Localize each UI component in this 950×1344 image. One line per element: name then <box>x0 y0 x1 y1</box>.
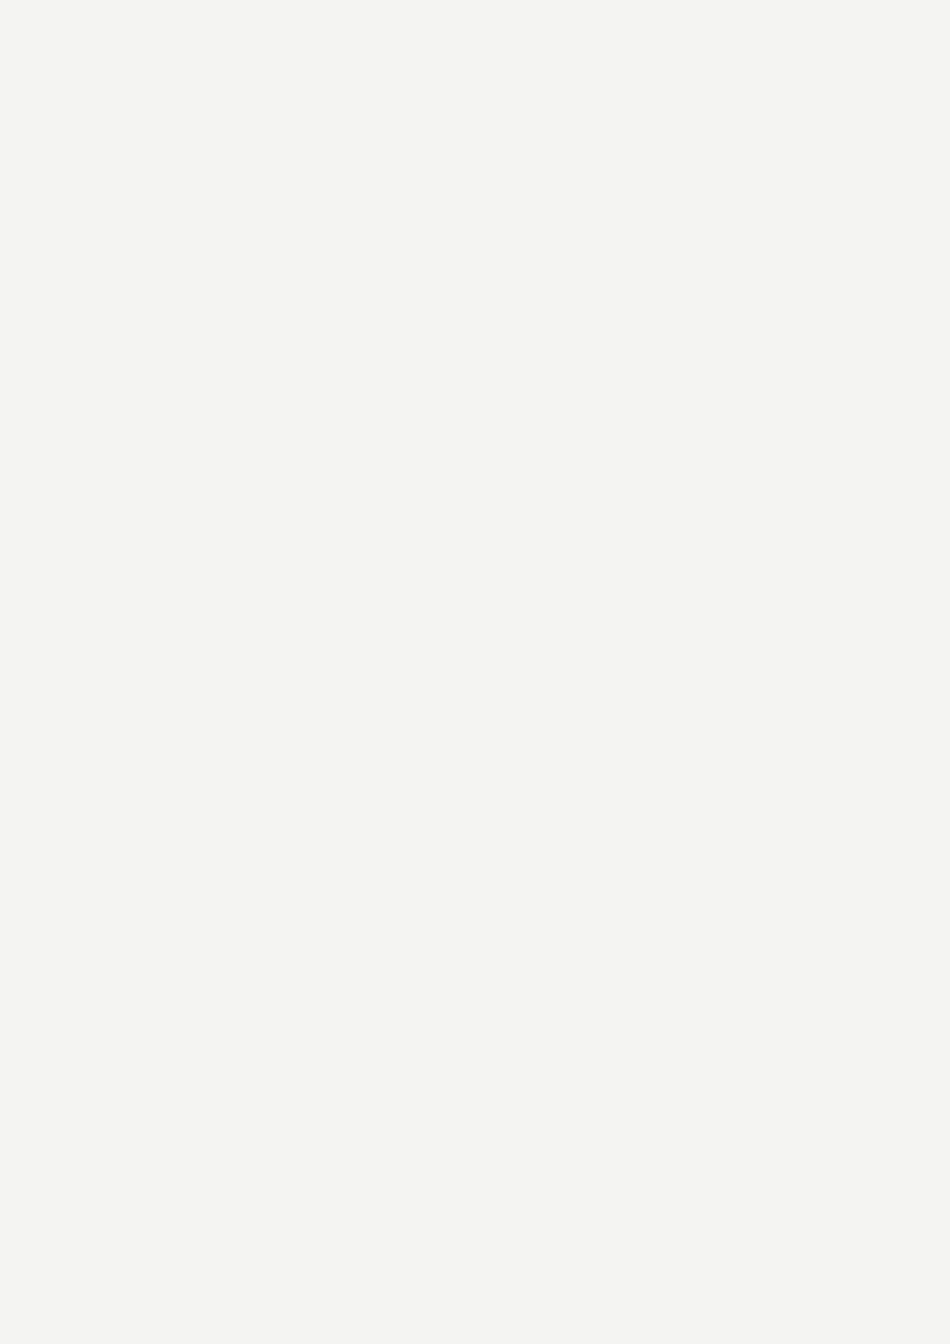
answer-page <box>140 118 796 126</box>
